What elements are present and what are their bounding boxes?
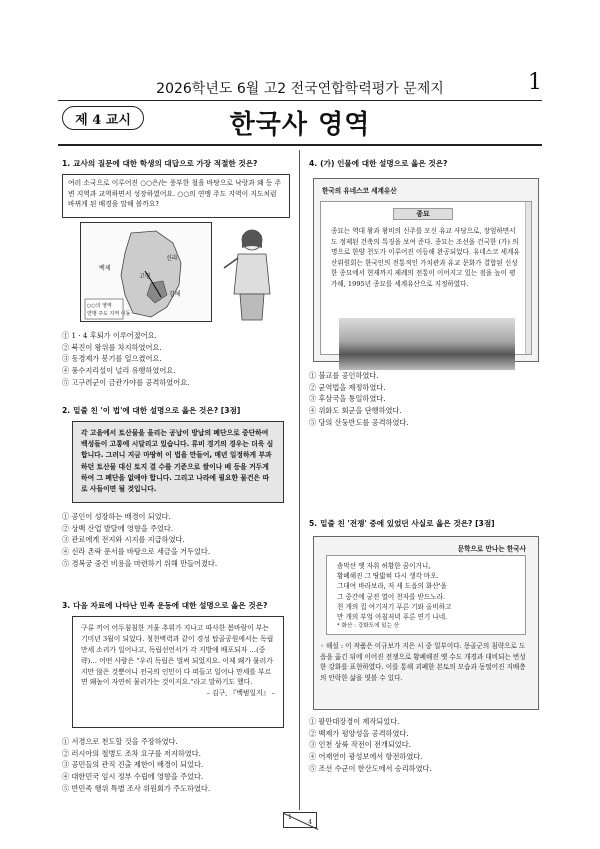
option[interactable]: ④ 대한민국 임시 정부 수립에 영향을 주었다. — [62, 771, 204, 781]
teacher-speech: 여러 소국으로 이루어진 ○○은/는 풍부한 철을 바탕으로 낙랑과 왜 등 주변 지역과 교역하면서 성장하였어요. ○○의 연맹 주도 지역이 지도처럼 바뀌게 된 배경을 말해 볼까요? — [68, 179, 282, 209]
option[interactable]: ① 1 · 4 후퇴가 이루어졌어요. — [62, 331, 157, 340]
q3-options — [62, 736, 210, 794]
poem-heading: 문학으로 만나는 한국사 — [457, 545, 526, 553]
poem-frame — [313, 536, 539, 710]
option[interactable]: ⑤ 조선 수군이 한산도에서 승리하였다. — [309, 763, 432, 773]
poem-line: 그대여 바라보라, 저 새 도읍의 화산'을 — [337, 582, 447, 591]
quote-text: 각 고을에서 토산물을 올리는 공납이 방납의 폐단으로 중단하여 백성들이 고통에 시달리고 있습니다. 류비 경기의 경우는 더욱 심합니다. 그러니 지금 마땅히 이 법을 만들어, 매년 일정하게 부과하던 토산물 대신 토지 결 수를 기준으로 쌀이나 베 등을 거두게 하여 그 폐단을 없애야 합니다. 그리고 나라에 필요한 물건은 따로 사들이면 될 것입니다. — [81, 429, 274, 494]
option[interactable]: ③ 인천 상륙 작전이 전개되었다. — [309, 740, 411, 750]
option[interactable]: ④ 신라 촌락 문서를 바탕으로 세금을 거두었다. — [62, 546, 211, 556]
map-label-goryeong: 고령 — [139, 273, 151, 280]
map-label-gimhae: 김해 — [169, 291, 181, 298]
option[interactable]: ⑤ 고구려군이 금관가야를 공격하였어요. — [62, 377, 190, 387]
poem-commentary: ◦ 해설 : 이 작품은 이규보가 지은 시 중 일부이다. 몽골군의 침략으로 도읍을 옮긴 뒤에 이어진 전쟁으로 황폐해진 옛 수도 개경과 대비되는 번성한 강화를 표현하였다. 이를 통해 괴폐한 본토의 모습과 동떨어진 지배층의 안락한 삶을 엿볼 수 있다. — [320, 642, 526, 682]
question-text: 다음 자료에 나타난 민족 운동에 대한 설명으로 옳은 것은? — [73, 601, 268, 610]
question-number: 5. — [309, 519, 318, 528]
poem-footnote: * 화산 : 강화도에 있는 산 — [337, 623, 400, 630]
option[interactable]: ① 공인이 성장하는 배경이 되었다. — [62, 512, 171, 521]
jongmyo-photo — [339, 318, 515, 370]
option[interactable]: ② 북진이 왕위를 차지하였어요. — [62, 342, 162, 352]
question-number: 4. — [309, 159, 318, 168]
q5-options — [309, 716, 432, 774]
web-page-content — [320, 201, 532, 355]
web-heading: 종묘 — [393, 208, 453, 220]
exam-title: 2026학년도 6월 고2 전국연합학력평가 문제지 — [156, 81, 444, 97]
header-rule — [58, 100, 542, 101]
poem-line: 황폐해진 그 땅밟혀 다시 생각 마오. — [337, 572, 439, 581]
period-badge: 제 4 교시 — [62, 106, 144, 130]
page-indicator — [283, 812, 317, 828]
question-2 — [62, 405, 240, 416]
option[interactable]: ③ 공민들의 관직 진출 제한이 배경이 되었다. — [62, 760, 204, 770]
option[interactable]: ④ 풍수지리설이 널리 유행하였어요. — [62, 365, 176, 375]
subject-title: 한국사 영역 — [229, 110, 371, 140]
gaya-map — [80, 222, 212, 322]
option[interactable]: ② 상백 산업 발달에 영향을 주었다. — [62, 523, 174, 533]
legend-move: 연맹 주도 지역 이동 — [87, 311, 131, 317]
current-page: 1 — [288, 814, 292, 821]
teacher-speech-box — [62, 174, 290, 218]
option[interactable]: ① 불교를 공인하였다. — [309, 371, 379, 380]
option[interactable]: ④ 위화도 회군을 단행하였다. — [309, 405, 402, 415]
header-rule-bold — [58, 144, 542, 146]
question-3 — [62, 600, 267, 611]
q4-options — [309, 370, 409, 428]
poem-line: 솜막산 옛 자취 허황한 꿈이거니, — [337, 562, 431, 570]
question-text: 밑줄 친 '전쟁' 중에 있었던 사실로 옳은 것은? [3점] — [320, 519, 495, 528]
web-page-title: 한국의 유네스코 세계유산 — [322, 187, 397, 195]
teacher-figure — [222, 224, 280, 322]
web-page-frame — [313, 178, 539, 362]
option[interactable]: ⑤ 반민족 행위 특별 조사 위원회가 주도하였다. — [62, 783, 211, 793]
option[interactable]: ④ 어재연이 광성보에서 항전하였다. — [309, 751, 423, 761]
page-number: 1 — [528, 70, 542, 95]
teacher-illustration-icon — [222, 224, 280, 322]
poem-box — [326, 555, 526, 635]
option[interactable]: ③ 후삼국을 통일하였다. — [309, 394, 386, 404]
poem-line: 그 중간에 궁전 열어 천자를 받드노라. — [337, 592, 446, 601]
question-text: 밑줄 친 '이 법'에 대한 설명으로 옳은 것은? [3점] — [73, 406, 241, 415]
option[interactable]: ② 러시아의 철병도 조차 요구를 저지하였다. — [62, 748, 201, 758]
scrollbar[interactable] — [525, 202, 531, 354]
option[interactable]: ① 팔만대장경이 제작되었다. — [309, 717, 400, 726]
option[interactable]: ① 서경으로 천도할 것을 주장하였다. — [62, 737, 178, 746]
web-body-text: 종묘는 역대 왕과 왕비의 신주를 모신 유교 사당으로, 장엄하면서도 정제된 건축의 특징을 보여 준다. 종묘는 조선을 건국한 (가) 의 명으로 한양 천도가 이루어진 이듬해 완공되었다. 유네스코 세계유산위원회는 한국인의 전통적인 가치관과 유교 문화가 결합된 신성한 종묘에서 현재까지 제례의 전통이 이어지고 있는 점을 높이 평가해, 1995년 종묘를 세계유산으로 지정하였다. — [331, 227, 520, 288]
option[interactable]: ② 균역법을 제정하였다. — [309, 382, 386, 392]
option[interactable]: ③ 동경제가 봉기를 일으켰어요. — [62, 354, 162, 364]
option[interactable]: ⑤ 경복궁 중건 비용을 마련하기 위해 만들어졌다. — [62, 558, 218, 568]
source-box — [72, 616, 284, 728]
question-number: 3. — [62, 601, 71, 610]
question-text: (가) 인물에 대한 설명으로 옳은 것은? — [320, 159, 448, 168]
option[interactable]: ⑤ 당의 산둥반도를 공격하였다. — [309, 417, 409, 427]
poem-line: 천 개의 집 여기저기 푸른 기와 올비하고 — [337, 602, 452, 611]
map-label-baekje: 백제 — [99, 265, 111, 272]
question-1 — [62, 158, 257, 169]
question-5 — [309, 518, 495, 529]
poem-line: 만 개의 부엌 아침저녁 푸른 연기 나네. — [337, 613, 448, 622]
q1-options — [62, 330, 189, 388]
option[interactable]: ③ 관료에게 전지와 시지를 지급하였다. — [62, 535, 185, 545]
option[interactable]: ② 백제가 평양성을 공격하였다. — [309, 728, 409, 738]
quote-box — [72, 421, 284, 503]
source-citation: – 김구, 『백범일지』 – — [206, 689, 275, 698]
question-number: 1. — [62, 159, 71, 168]
total-pages: 4 — [308, 819, 312, 826]
column-divider — [299, 150, 300, 810]
q2-options — [62, 511, 217, 569]
question-number: 2. — [62, 406, 71, 415]
slash-divider — [284, 813, 319, 830]
source-text: 구류 끼어 어두침침한 거울 추위가 지나고 따사한 봄바람이 부는 기미년 3월이 되었다. 청천벽력과 같이 경성 탑골공원에서는 독립 만세 소리가 일어나고, 독립선언서가 각 지방에 배포되자 …(중략)… 어떤 사람은 "우리 독립은 벌써 되었지요. 이제 왜가 물러가지만 않은 것뿐이니 전국의 인민이 다 떠들고 일어나 만세를 부르면 왜놈이 자연히 물러가는 것이지요."라고 말하기도 했다. — [81, 624, 274, 687]
legend-territory: ○○의 영역 — [87, 303, 112, 309]
map-label-silla: 신라 — [166, 255, 178, 262]
question-4 — [309, 158, 447, 169]
question-text: 교사의 질문에 대한 학생의 대답으로 가장 적절한 것은? — [73, 159, 258, 168]
